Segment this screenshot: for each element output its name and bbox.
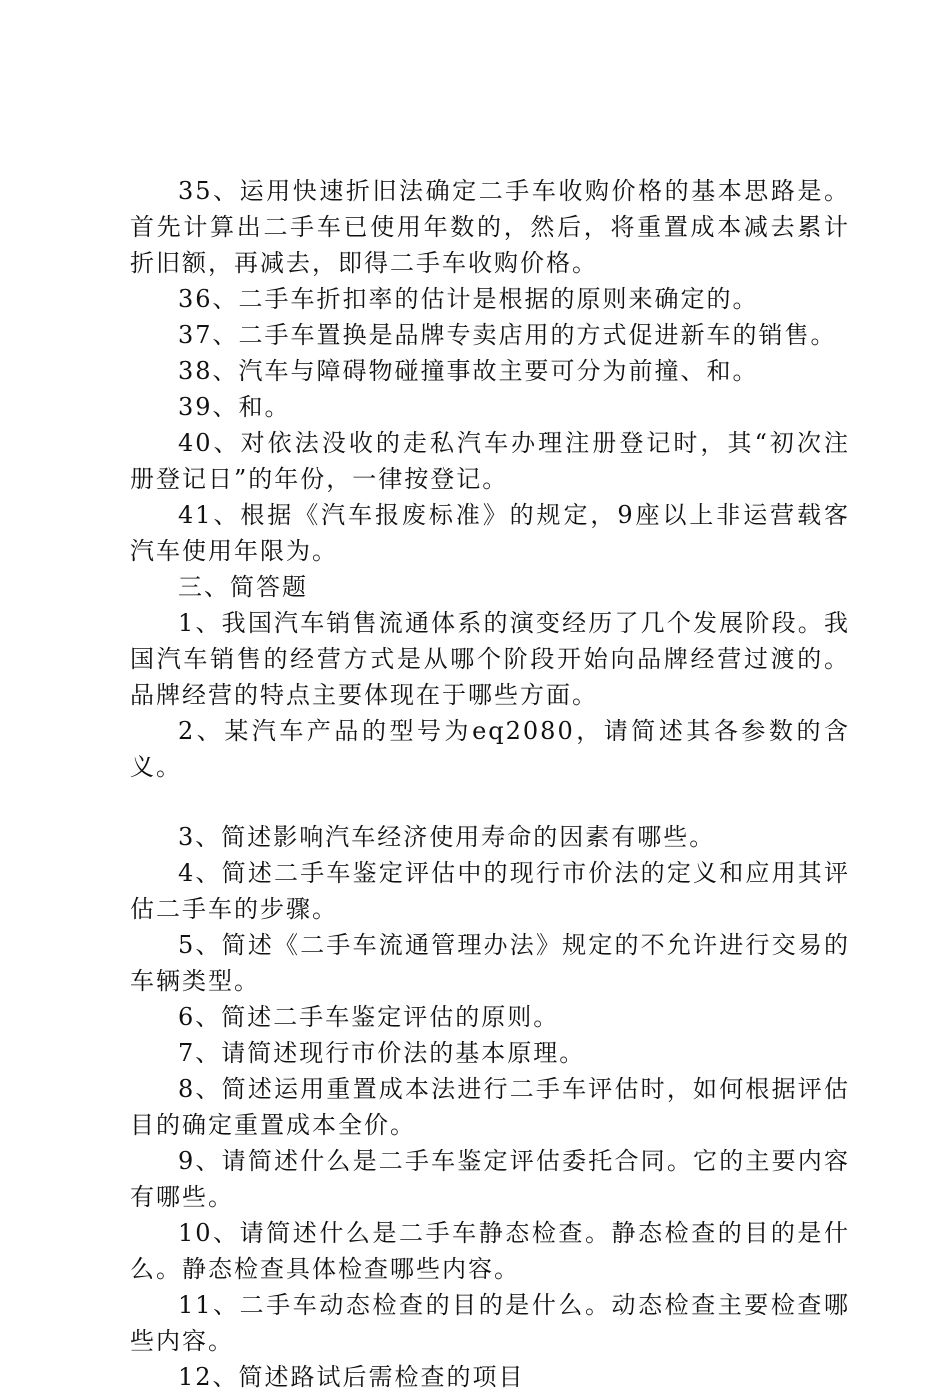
paragraph-sa3: 3、简述影响汽车经济使用寿命的因素有哪些。: [178, 823, 716, 851]
paragraph-sa11: 11、二手车动态检查的目的是什么。动态检查主要检查哪些内容。: [130, 1291, 850, 1355]
paragraph-q38: 38、汽车与障碍物碰撞事故主要可分为前撞、和。: [178, 357, 759, 385]
paragraph-q39: 39、和。: [178, 393, 291, 421]
paragraph-sa5: 5、简述《二手车流通管理办法》规定的不允许进行交易的车辆类型。: [130, 931, 850, 995]
paragraph-sa7: 7、请简述现行市价法的基本原理。: [178, 1039, 586, 1067]
paragraph-sa8: 8、简述运用重置成本法进行二手车评估时，如何根据评估目的确定重置成本全价。: [130, 1075, 850, 1139]
paragraph-q35: 35、运用快速折旧法确定二手车收购价格的基本思路是。首先计算出二手车已使用年数的，然后，将重置成本减去累计折旧额，再减去，即得二手车收购价格。: [130, 177, 850, 277]
paragraph-q36: 36、二手车折扣率的估计是根据的原则来确定的。: [178, 285, 759, 313]
paragraph-sa4: 4、简述二手车鉴定评估中的现行市价法的定义和应用其评估二手车的步骤。: [130, 859, 850, 923]
paragraph-sa9: 9、请简述什么是二手车鉴定评估委托合同。它的主要内容有哪些。: [130, 1147, 850, 1211]
paragraph-sa6: 6、简述二手车鉴定评估的原则。: [178, 1003, 560, 1031]
section-heading-short-answer: 三、简答题: [178, 573, 308, 601]
paragraph-sa10: 10、请简述什么是二手车静态检查。静态检查的目的是什么。静态检查具体检查哪些内容。: [130, 1219, 850, 1283]
paragraph-q41: 41、根据《汽车报废标准》的规定，9座以上非运营载客汽车使用年限为。: [130, 501, 850, 565]
paragraph-sa12: 12、简述路试后需检查的项目: [178, 1363, 525, 1391]
paragraph-sa1: 1、我国汽车销售流通体系的演变经历了几个发展阶段。我国汽车销售的经营方式是从哪个阶段开始向品牌经营过渡的。品牌经营的特点主要体现在于哪些方面。: [130, 609, 850, 709]
paragraph-sa2: 2、某汽车产品的型号为eq2080，请简述其各参数的含义。: [130, 717, 850, 781]
paragraph-q37: 37、二手车置换是品牌专卖店用的方式促进新车的销售。: [178, 321, 837, 349]
paragraph-q40: 40、对依法没收的走私汽车办理注册登记时，其“初次注册登记日”的年份，一律按登记。: [130, 429, 850, 493]
document-body: [130, 173, 850, 1395]
